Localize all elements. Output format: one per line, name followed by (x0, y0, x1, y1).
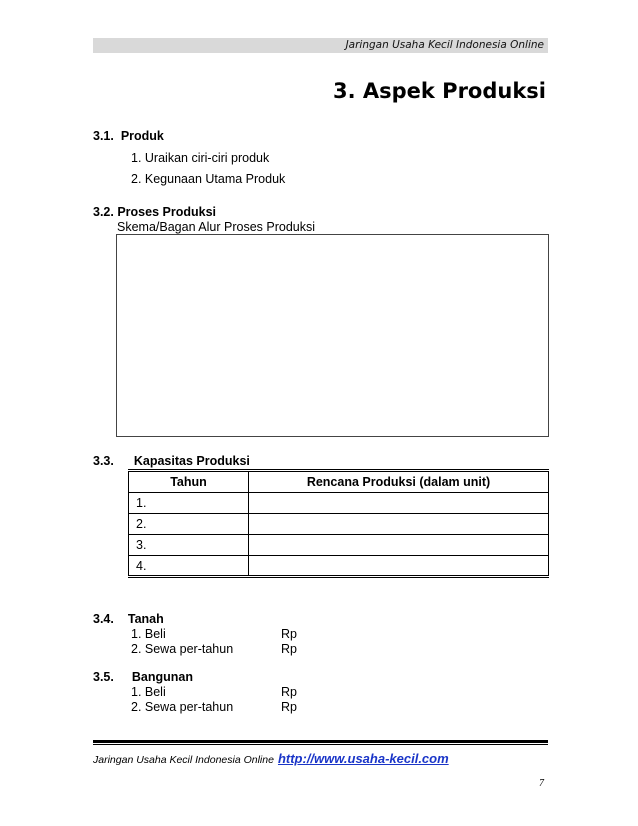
table-cell-year: 1. (129, 493, 249, 514)
list-item: 1. Beli (131, 627, 166, 641)
section-title: Produk (120, 129, 164, 143)
section-3-4-heading (93, 612, 164, 626)
currency-label: Rp (281, 627, 297, 641)
section-title: Proses Produksi (117, 205, 216, 219)
table-cell-year: 3. (129, 535, 249, 556)
list-item: 1. Beli (131, 685, 166, 699)
section-3-3-heading (93, 454, 250, 468)
list-item: 2. Kegunaan Utama Produk (131, 172, 286, 186)
section-title: Tanah (127, 612, 164, 626)
header-text: Jaringan Usaha Kecil Indonesia Online (345, 39, 544, 51)
column-header-rencana: Rencana Produksi (dalam unit) (249, 471, 549, 493)
list-item: 1. Uraikan ciri-ciri produk (131, 151, 270, 165)
section-title: Bangunan (131, 670, 193, 684)
column-header-tahun: Tahun (129, 471, 249, 493)
table-cell-plan[interactable] (249, 514, 549, 535)
currency-label: Rp (281, 642, 297, 656)
footer-text: Jaringan Usaha Kecil Indonesia Online (93, 754, 274, 766)
section-3-1-heading (93, 129, 164, 143)
list-item: 2. Sewa per-tahun (131, 642, 234, 656)
section-3-5-heading (93, 670, 193, 684)
section-number: 3.2. (93, 205, 114, 219)
capacity-table (128, 469, 549, 578)
page-number: 7 (539, 778, 544, 789)
table-row (129, 514, 549, 535)
section-number: 3.1. (93, 129, 114, 143)
currency-label: Rp (281, 700, 297, 714)
section-title: Kapasitas Produksi (133, 454, 250, 468)
table-header-row (129, 471, 549, 493)
flowchart-box[interactable] (116, 234, 549, 437)
header-bar (93, 38, 548, 53)
page-title: 3. Aspek Produksi (332, 79, 546, 103)
section-number: 3.3. (93, 454, 114, 468)
table-cell-plan[interactable] (249, 493, 549, 514)
currency-label: Rp (281, 685, 297, 699)
table-cell-plan[interactable] (249, 535, 549, 556)
table-row (129, 535, 549, 556)
footer-link[interactable]: http://www.usaha-kecil.com (277, 751, 449, 766)
section-number: 3.5. (93, 670, 114, 684)
table-cell-year: 4. (129, 556, 249, 577)
section-3-2-heading (93, 205, 216, 219)
table-row (129, 556, 549, 577)
table-row (129, 493, 549, 514)
section-number: 3.4. (93, 612, 114, 626)
list-item: 2. Sewa per-tahun (131, 700, 234, 714)
footer (93, 751, 449, 766)
footer-rule (93, 740, 548, 745)
table-cell-plan[interactable] (249, 556, 549, 577)
table-cell-year: 2. (129, 514, 249, 535)
flow-caption: Skema/Bagan Alur Proses Produksi (117, 220, 316, 234)
